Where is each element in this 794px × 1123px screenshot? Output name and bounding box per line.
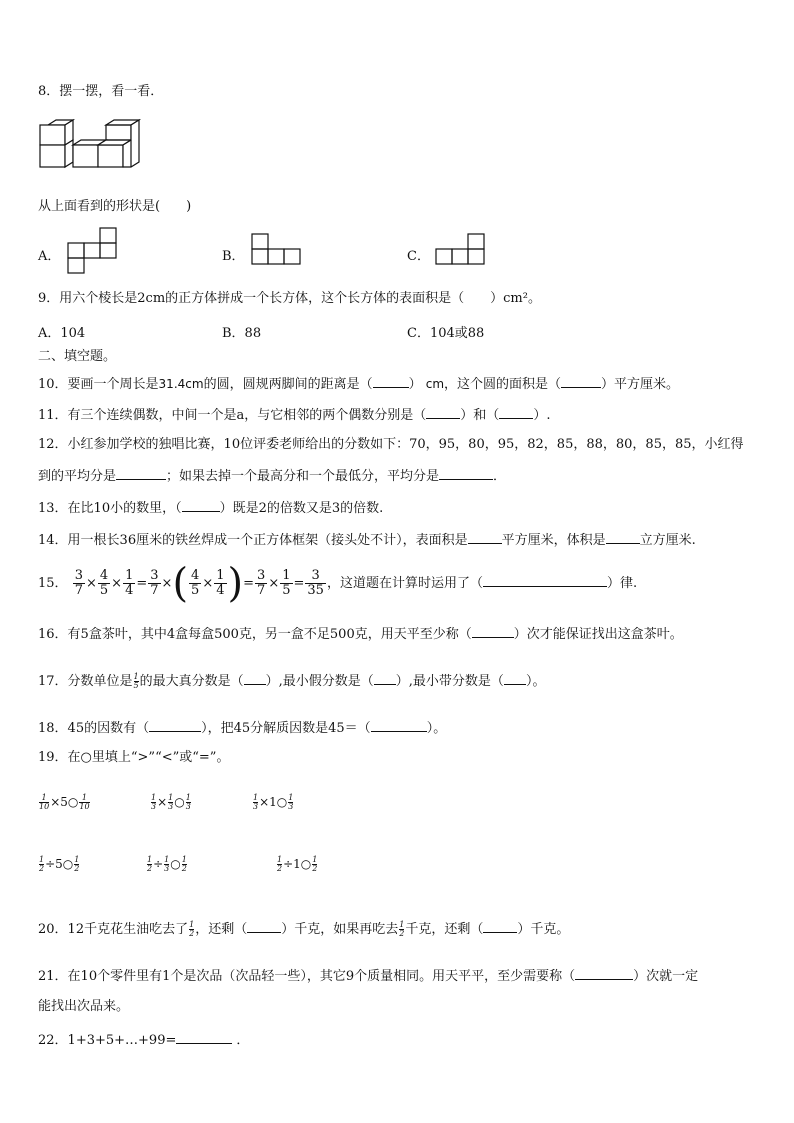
q11-blank-2[interactable] [499, 405, 533, 419]
option-label: A． [38, 249, 61, 264]
q13-blank[interactable] [182, 498, 220, 512]
q11-text-c: ）. [533, 408, 551, 423]
q11 [38, 405, 550, 425]
q21-line2: 能找出次品来。 [38, 999, 130, 1014]
q9-option-b[interactable]: B．88 [222, 326, 262, 341]
q10-text-a: 10．要画一个周长是 [38, 377, 159, 392]
q8-title: 8．摆一摆，看一看． [38, 84, 164, 99]
q21-text-b: ）次就一定 [633, 969, 699, 984]
q18-text-b: ），把45分解质因数是45＝（ [201, 721, 371, 736]
fraction: $\frac{1}{4}$ [125, 568, 134, 598]
q14-blank-2[interactable] [606, 530, 640, 544]
q15: 15． $\frac{3}{7}$ × $\frac{4}{5}$ × $\frac{1}{4}$ = $\frac{3}{7}$ ×( $\frac{4}{5}$ × $\frac{1}{4}$ )= $\frac{3}{7}$ × $\frac{1}{5}$ = $\frac{3}{35}$ ，这道题在计算时运用了（ ）律. [38, 560, 638, 607]
q19-title: 19．在○里填上“>”“<”或“=”。 [38, 750, 230, 765]
q19-item-6[interactable]: $\frac{1}{2}$ ÷1○ $\frac{1}{2}$ [277, 855, 318, 873]
q14-blank-1[interactable] [468, 530, 502, 544]
q17-blank-2[interactable] [374, 671, 396, 685]
q12-blank-1[interactable] [116, 466, 166, 480]
q13-text-b: ）既是2的倍数又是3的倍数. [219, 501, 384, 516]
q20-text-c: ）千克，如果再吃去 [281, 922, 399, 937]
q19-item-3[interactable]: $\frac{1}{3}$ ×1○ $\frac{1}{3}$ [253, 793, 294, 811]
q17 [38, 671, 545, 691]
option-label: B． [222, 249, 245, 264]
q11-text-a: 11．有三个连续偶数，中间一个是a，与它相邻的两个偶数分别是（ [38, 408, 427, 423]
q10-blank-2[interactable] [561, 374, 601, 388]
q19-item-2[interactable]: $\frac{1}{3}$ × $\frac{1}{3}$ ○ $\frac{1}{3}$ [151, 793, 191, 811]
q14-text-a: 14．用一根长36厘米的铁丝焊成一个正方体框架（接头处不计），表面积是 [38, 533, 468, 548]
option-b-shape [252, 233, 304, 269]
q12-line1: 12．小红参加学校的独唱比赛，10位评委老师给出的分数如下：70，95，80，95，82，85，88，80，85，85，小红得 [38, 437, 744, 452]
q20 [38, 919, 569, 939]
q17-blank-1[interactable] [244, 671, 266, 685]
q18-blank-1[interactable] [149, 718, 201, 732]
q16 [38, 624, 683, 644]
right-paren: ) [227, 560, 244, 607]
q8-question: 从上面看到的形状是( ) [38, 199, 192, 214]
q10-text-c: ） [408, 377, 422, 392]
fraction: $\frac{1}{5}$ [133, 672, 139, 690]
q13-text-a: 13．在比10小的数里，（ [38, 501, 182, 516]
fraction: $\frac{4}{5}$ [99, 568, 109, 598]
q17-blank-3[interactable] [504, 671, 526, 685]
q12-line2 [38, 466, 506, 486]
q17-text-b: 的最大真分数是（ [139, 674, 244, 689]
fraction: $\frac{3}{7}$ [74, 568, 83, 598]
q15-blank[interactable] [483, 573, 607, 587]
fraction: $\frac{3}{35}$ [307, 568, 324, 598]
q17-text-c: ）,最小假分数是（ [265, 674, 374, 689]
q10-text-e: ）平方厘米。 [601, 377, 680, 392]
q17-text-a: 17．分数单位是 [38, 674, 133, 689]
q10-value: 31.4cm [158, 377, 204, 391]
q10-unit: cm [425, 377, 445, 391]
fraction: $\frac{3}{7}$ [150, 568, 159, 598]
q18-text-c: ）。 [426, 721, 447, 736]
q19-item-5[interactable]: $\frac{1}{2}$ ÷ $\frac{1}{3}$ ○ $\frac{1}{2}$ [147, 855, 187, 873]
fraction: $\frac{1}{5}$ [282, 568, 291, 598]
q18-blank-2[interactable] [371, 718, 427, 732]
q11-text-b: ）和（ [460, 408, 500, 423]
q20-text-e: ）千克。 [517, 922, 570, 937]
q22 [38, 1030, 249, 1050]
option-label: C． [407, 249, 430, 264]
q12-text-b: ；如果去掉一个最高分和一个最低分，平均分是 [166, 469, 440, 484]
q13 [38, 498, 383, 518]
q12-text-a: 到的平均分是 [38, 469, 117, 484]
q14-text-c: 立方厘米. [639, 533, 696, 548]
q21-line1 [38, 966, 698, 986]
fraction: $\frac{1}{4}$ [216, 568, 225, 598]
cube-stack-figure [40, 120, 140, 172]
q10-blank-1[interactable] [373, 374, 409, 388]
q20-blank-1[interactable] [247, 919, 281, 933]
q9-text: 9．用六个棱长是2cm的正方体拼成一个长方体，这个长方体的表面积是（ ）cm²。 [38, 291, 541, 306]
q19-item-1[interactable]: $\frac{1}{10}$ ×5○ $\frac{1}{10}$ [39, 793, 90, 811]
section-heading: 二、填空题。 [38, 349, 117, 364]
q20-text-a: 20．12千克花生油吃去了 [38, 922, 189, 937]
left-paren: ( [172, 560, 189, 607]
q16-text-b: ）次才能保证找出这盒茶叶。 [513, 627, 683, 642]
q10-text-d: ，这个圆的面积是（ [444, 377, 562, 392]
q15-number: 15． [38, 576, 68, 591]
q8-option-a[interactable] [38, 245, 60, 264]
q15-text-a: ，这道题在计算时运用了（ [326, 576, 483, 591]
q22-text-a: 22．1+3+5+…+99= [38, 1033, 177, 1048]
fraction: $\frac{4}{5}$ [191, 568, 200, 598]
q22-text-b: ． [236, 1033, 250, 1048]
q17-text-e: ）。 [525, 674, 546, 689]
fraction: $\frac{1}{2}$ [399, 920, 405, 938]
q12-blank-2[interactable] [439, 466, 493, 480]
q10-text-b: 的圆，圆规两脚间的距离是（ [203, 377, 373, 392]
q15-text-b: ）律. [606, 576, 638, 591]
q9-option-a[interactable]: A．104 [38, 326, 86, 341]
fraction: $\frac{3}{7}$ [257, 568, 266, 598]
q21-blank[interactable] [575, 966, 633, 980]
q8-option-c[interactable] [407, 245, 430, 264]
q14 [38, 530, 696, 550]
q21-text-a: 21．在10个零件里有1个是次品（次品轻一些），其它9个质量相同。用天平平，至少需要称（ [38, 969, 576, 984]
q19-item-4[interactable]: $\frac{1}{2}$ ÷5○ $\frac{1}{2}$ [39, 855, 80, 873]
q12-text-c: ． [493, 469, 507, 484]
q11-blank-1[interactable] [426, 405, 460, 419]
q18 [38, 718, 446, 738]
q14-text-b: 平方厘米，体积是 [501, 533, 606, 548]
q16-text-a: 16．有5盒茶叶，其中4盒每盒500克，另一盒不足500克，用天平至少称（ [38, 627, 472, 642]
q20-text-d: 千克，还剩（ [405, 922, 484, 937]
q20-text-b: ，还剩（ [195, 922, 248, 937]
q22-blank[interactable] [176, 1030, 232, 1044]
option-a-shape [68, 227, 120, 275]
q17-text-d: ）,最小带分数是（ [395, 674, 504, 689]
q18-text-a: 18．45的因数有（ [38, 721, 150, 736]
q10 [38, 374, 679, 394]
q16-blank[interactable] [472, 624, 514, 638]
q8-option-b[interactable] [222, 245, 245, 264]
fraction: $\frac{1}{2}$ [189, 920, 195, 938]
q9-option-c[interactable]: C．104或88 [407, 326, 485, 341]
q20-blank-2[interactable] [483, 919, 517, 933]
option-c-shape [436, 233, 488, 269]
